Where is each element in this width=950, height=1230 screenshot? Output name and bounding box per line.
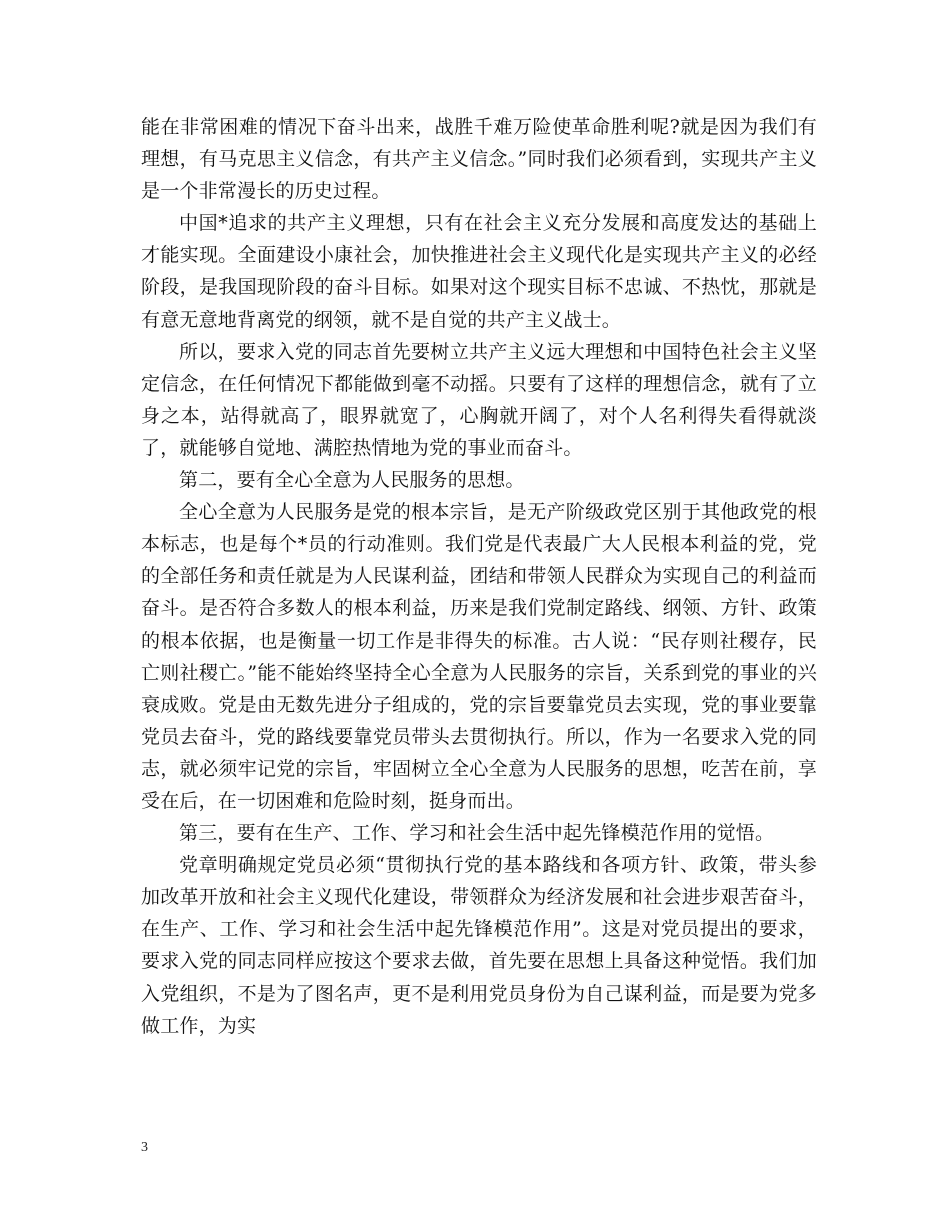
paragraph-7: 党章明确规定党员必须“贯彻执行党的基本路线和各项方针、政策，带头参加改革开放和社会主义现代化建设，带领群众为经济发展和社会进步艰苦奋斗，在生产、工作、学习和社会生活中起先锋模范作用”。这是对党员提出的要求，要求入党的同志同样应按这个要求去做，首先要在思想上具备这种觉悟。我们加入党组织，不是为了图名声，更不是利用党员身份为自己谋利益，而是要为党多做工作，为实 [141,854,817,1037]
paragraph-5: 全心全意为人民服务是党的根本宗旨，是无产阶级政党区别于其他政党的根本标志，也是每个*员的行动准则。我们党是代表最广大人民根本利益的党，党的全部任务和责任就是为人民谋利益，团结和带领人民群众为实现自己的利益而奋斗。是否符合多数人的根本利益，历来是我们党制定路线、纲领、方针、政策的根本依据，也是衡量一切工作是非得失的标准。古人说：“民存则社稷存，民亡则社稷亡。”能不能始终坚持全心全意为人民服务的宗旨，关系到党的事业的兴衰成败。党是由无数先进分子组成的，党的宗旨要靠党员去实现，党的事业要靠党员去奋斗，党的路线要靠党员带头去贯彻执行。所以，作为一名要求入党的同志，就必须牢记党的宗旨，牢固树立全心全意为人民服务的思想，吃苦在前，享受在后，在一切困难和危险时刻，挺身而出。 [141,501,817,812]
paragraph-3: 所以，要求入党的同志首先要树立共产主义远大理想和中国特色社会主义坚定信念，在任何情况下都能做到毫不动摇。只要有了这样的理想信念，就有了立身之本，站得就高了，眼界就宽了，心胸就开阔了，对个人名利得失看得就淡了，就能够自觉地、满腔热情地为党的事业而奋斗。 [141,340,817,459]
section-heading-second: 第二，要有全心全意为人民服务的思想。 [179,469,525,492]
paragraph-1: 能在非常困难的情况下奋斗出来，战胜千难万险使革命胜利呢?就是因为我们有理想，有马克思主义信念，有共产主义信念。”同时我们必须看到，实现共产主义是一个非常漫长的历史过程。 [141,116,817,203]
page-number: 3 [141,1140,148,1155]
section-heading-third: 第三，要有在生产、工作、学习和社会生活中起先锋模范作用的觉悟。 [179,822,775,845]
paragraph-2: 中国*追求的共产主义理想，只有在社会主义充分发展和高度发达的基础上才能实现。全面建设小康社会，加快推进社会主义现代化是实现共产主义的必经阶段，是我国现阶段的奋斗目标。如果对这个现实目标不忠诚、不热忱，那就是有意无意地背离党的纲领，就不是自觉的共产主义战士。 [141,212,817,331]
document-body [141,111,817,1042]
